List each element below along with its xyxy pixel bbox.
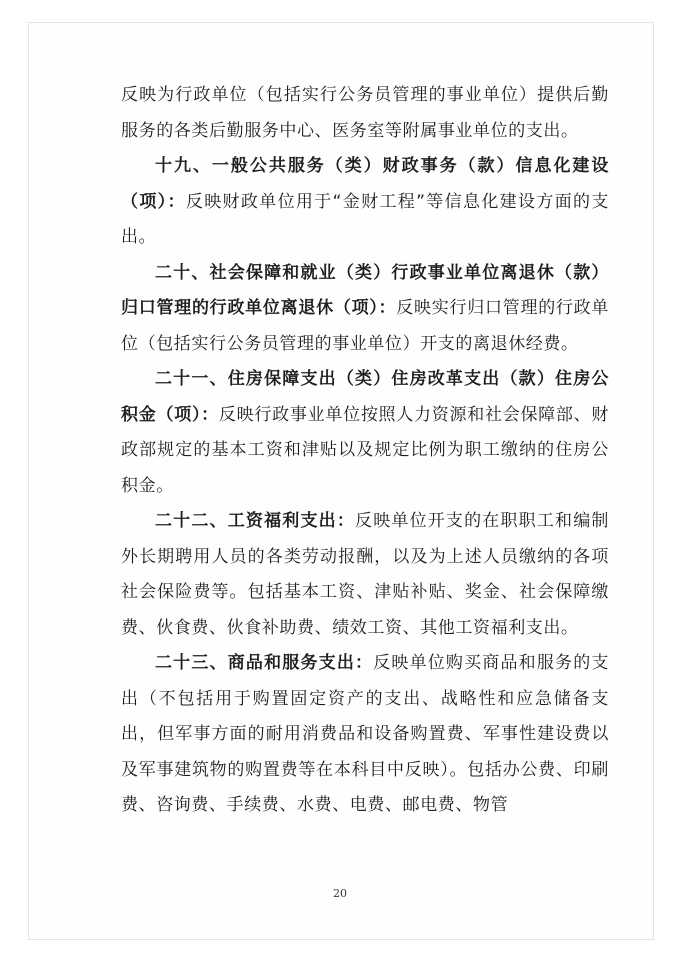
paragraph-item-21 bbox=[121, 362, 609, 504]
paragraph-heading: 二十一、住房保障支出（类）住房改革支出（款）住房公积金（项）： bbox=[121, 369, 609, 425]
paragraph-body: 反映财政单位用于“金财工程”等信息化建设方面的支出。 bbox=[121, 191, 609, 247]
paragraph-item-22 bbox=[121, 504, 609, 646]
paragraph-body: 反映行政事业单位按照人力资源和社会保障部、财政部规定的基本工资和津贴以及规定比例为职工缴纳的住房公积金。 bbox=[121, 404, 609, 496]
paragraph-body: 反映为行政单位（包括实行公务员管理的事业单位）提供后勤服务的各类后勤服务中心、医务室等附属事业单位的支出。 bbox=[121, 85, 609, 141]
paragraph-heading: 二十二、工资福利支出： bbox=[155, 511, 356, 531]
paragraph-body: 反映单位开支的在职职工和编制外长期聘用人员的各类劳动报酬，以及为上述人员缴纳的各项社会保险费等。包括基本工资、津贴补贴、奖金、社会保障缴费、伙食费、伙食补助费、绩效工资、其他工资福利支出。 bbox=[121, 511, 609, 638]
paragraph-item-20 bbox=[121, 256, 609, 363]
paragraph-item-19 bbox=[121, 149, 609, 256]
paragraph-body: 反映单位购买商品和服务的支出（不包括用于购置固定资产的支出、战略性和应急储备支出，但军事方面的耐用消费品和设备购置费、军事性建设费以及军事建筑物的购置费等在本科目中反映）。包括办公费、印刷费、咨询费、手续费、水费、电费、邮电费、物管 bbox=[121, 653, 609, 815]
paragraph-heading: 二十三、商品和服务支出： bbox=[155, 653, 374, 673]
paragraph-heading: 二十、社会保障和就业（类）行政事业单位离退休（款）归口管理的行政单位离退休（项）： bbox=[121, 262, 609, 318]
paragraph-item-23 bbox=[121, 646, 609, 824]
document-body bbox=[121, 78, 609, 824]
page-number: 20 bbox=[333, 887, 347, 900]
paragraph-body: 反映实行归口管理的行政单位（包括实行公务员管理的事业单位）开支的离退休经费。 bbox=[121, 298, 609, 354]
paragraph-heading: 十九、一般公共服务（类）财政事务（款）信息化建设（项）： bbox=[121, 156, 609, 212]
paragraph-continuation bbox=[121, 78, 609, 149]
